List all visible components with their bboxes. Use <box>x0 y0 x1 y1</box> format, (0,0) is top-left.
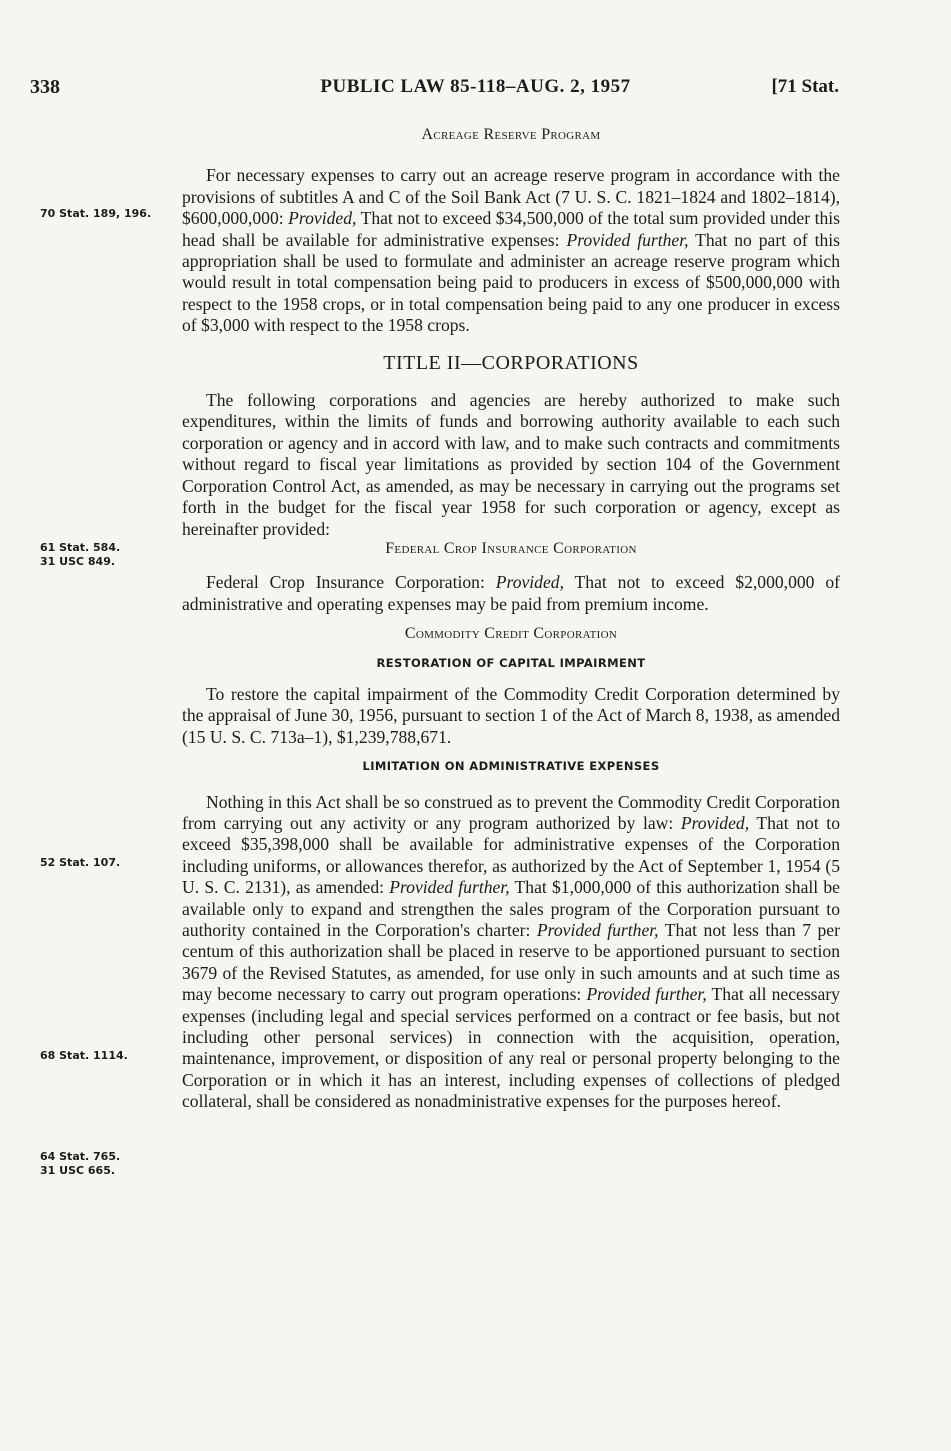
paragraph: Federal Crop Insurance Corporation: Provided, That not to exceed $2,000,000 of administrative and operating expenses may be paid from premium income. <box>182 572 840 614</box>
margin-note: 52 Stat. 107. <box>40 856 121 869</box>
margin-note: 70 Stat. 189, 196. <box>40 207 152 220</box>
volume-reference: [71 Stat. <box>771 76 839 97</box>
document-body <box>182 118 840 1113</box>
margin-note: 68 Stat. 1114. <box>40 1049 128 1062</box>
running-title: PUBLIC LAW 85-118–AUG. 2, 1957 <box>320 76 631 97</box>
margin-note: 64 Stat. 765. <box>40 1150 121 1163</box>
paragraph: To restore the capital impairment of the Commodity Credit Corporation determined by the appraisal of June 30, 1956, pursuant to section 1 of the Act of March 8, 1938, as amended (15 U. S. C. 713a–1), $1,239,788,671. <box>182 683 840 747</box>
section-heading: Commodity Credit Corporation <box>404 625 618 643</box>
paragraph: Nothing in this Act shall be so construed as to prevent the Commodity Credit Corporation from carrying out any activity or any program authorized by law: Provided, That not to exceed $35,398,000 shall be available for administrative expenses of the Corporation including uniforms, or allowances therefor, as authorized by the Act of September 1, 1954 (5 U. S. C. 2131), as amended: Provided further, That $1,000,000 of this authorization shall be available only to expand and strengthen the sales program of the Corporation pursuant to authority contained in the Corporation's charter: Provided further, That not less than 7 per centum of this authorization shall be placed in reserve to be apportioned pursuant to section 3679 of the Revised Statutes, as amended, for use only in such amounts and at such time as may become necessary to carry out program operations: Provided further, That all necessary expenses (including legal and special services performed on a contract or fee basis, but not including other personal services) in connection with the acquisition, operation, maintenance, improvement, or disposition of any real or personal property belonging to the Corporation or in which it has an interest, including expenses of collections of pledged collateral, shall be considered as nonadministrative expenses for the purposes hereof. <box>182 791 840 1112</box>
section-heading: Federal Crop Insurance Corporation <box>385 539 637 557</box>
paragraph: For necessary expenses to carry out an acreage reserve program in accordance with the provisions of subtitles A and C of the Soil Bank Act (7 U. S. C. 1821–1824 and 1802–1814), $600,000,000: Provided, That not to exceed $34,500,000 of the total sum provided under this head shall be available for administrative expenses: Provided further, That no part of this appropriation shall be used to formulate and administer an acreage reserve program which would result in total compensation being paid to producers in excess of $500,000,000 with respect to the 1958 crops, or in total compensation being paid to any one producer in excess of $3,000 with respect to the 1958 crops. <box>182 165 841 336</box>
margin-note: 61 Stat. 584. <box>40 541 121 554</box>
margin-note: 31 USC 665. <box>40 1164 116 1177</box>
title-heading: TITLE II—CORPORATIONS <box>383 351 639 374</box>
section-heading: Acreage Reserve Program <box>421 126 601 143</box>
subsection-heading: LIMITATION ON ADMINISTRATIVE EXPENSES <box>362 759 660 774</box>
page-number: 338 <box>30 76 60 98</box>
paragraph: The following corporations and agencies are hereby authorized to make such expenditures, within the limits of funds and borrowing authority available to each such corporation or agency and in accord with law, and to make such contracts and commitments without regard to fiscal year limitations as provided by section 104 of the Government Corporation Control Act, as amended, as may be necessary in carrying out the programs set forth in the budget for the fiscal year 1958 for such corporation or agency, except as hereinafter provided: <box>182 390 840 539</box>
margin-note: 31 USC 849. <box>40 555 116 568</box>
subsection-heading: RESTORATION OF CAPITAL IMPAIRMENT <box>376 655 646 670</box>
page-header <box>0 76 951 106</box>
